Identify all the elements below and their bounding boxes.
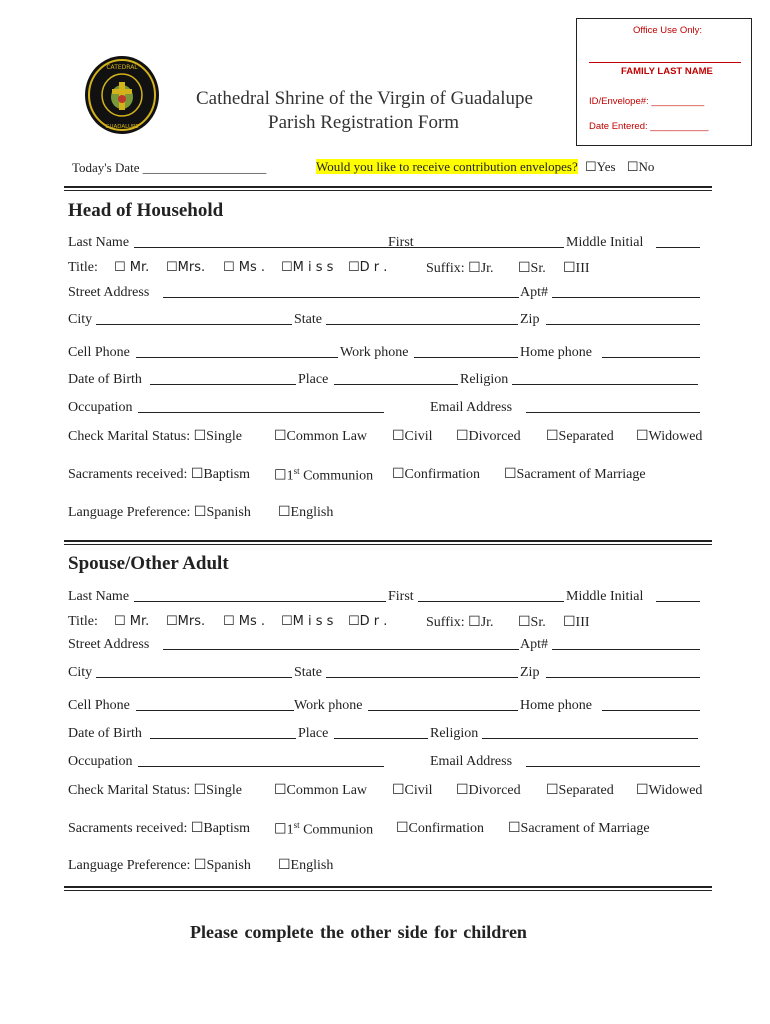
- spouse-apt-field[interactable]: [552, 637, 700, 650]
- office-use-box: [576, 18, 752, 146]
- spouse-baptism-checkbox[interactable]: Sacraments received: ☐Baptism: [68, 821, 251, 836]
- work-phone-label: Work phone: [340, 345, 409, 360]
- spouse-civil-checkbox[interactable]: ☐Civil: [392, 783, 433, 798]
- apt-label: Apt#: [520, 285, 548, 300]
- spouse-sacraments-row: [68, 820, 710, 840]
- spouse-sr-checkbox[interactable]: ☐Sr.: [518, 615, 546, 630]
- city-label: City: [68, 665, 93, 680]
- apt-label: Apt#: [520, 637, 548, 652]
- spouse-zip-field[interactable]: [546, 665, 700, 678]
- parish-logo: [84, 55, 160, 135]
- head-marriage-checkbox[interactable]: ☐Sacrament of Marriage: [504, 467, 646, 482]
- head-spanish-checkbox[interactable]: Language Preference: ☐Spanish: [68, 505, 251, 520]
- head-language-row: [68, 504, 710, 524]
- last-name-label: Last Name: [68, 235, 130, 250]
- communion-1: 1: [286, 468, 294, 484]
- head-english-checkbox[interactable]: ☐English: [278, 505, 334, 520]
- spouse-marital-row: [68, 782, 710, 802]
- spouse-title-row: [68, 614, 710, 634]
- first-label: First: [388, 235, 414, 250]
- head-title-row: [68, 260, 710, 280]
- head-first-name-field[interactable]: [418, 235, 564, 248]
- spouse-occupation-row: [68, 754, 710, 774]
- cell-phone-label: Cell Phone: [68, 698, 130, 713]
- head-ms-checkbox[interactable]: ☐ Ms .: [223, 260, 266, 275]
- state-label: State: [294, 665, 322, 680]
- email-label: Email Address: [430, 400, 513, 415]
- spouse-divorced-checkbox[interactable]: ☐Divorced: [456, 783, 521, 798]
- religion-label: Religion: [460, 372, 509, 387]
- date-entered-field[interactable]: Date Entered: ___________: [589, 121, 709, 132]
- head-state-field[interactable]: [326, 312, 518, 325]
- cell-phone-label: Cell Phone: [68, 345, 130, 360]
- communion-1: 1: [286, 822, 294, 838]
- head-miss-checkbox[interactable]: ☐M i s s: [281, 260, 334, 275]
- spouse-marital-single-checkbox[interactable]: Check Marital Status: ☐Single: [68, 783, 242, 798]
- footer-note: Please complete the other side for children: [190, 922, 527, 942]
- religion-label: Religion: [430, 726, 479, 741]
- form-title-line1: Cathedral Shrine of the Virgin of Guadalupe: [196, 88, 533, 109]
- place-label: Place: [298, 726, 329, 741]
- office-heading: Office Use Only:: [633, 25, 702, 36]
- envelopes-question: Would you like to receive contribution envelopes?: [316, 159, 578, 174]
- head-communion-checkbox[interactable]: [274, 466, 373, 485]
- spouse-phone-row: [68, 698, 710, 718]
- spouse-english-checkbox[interactable]: ☐English: [278, 858, 334, 873]
- spouse-address-row: [68, 637, 710, 657]
- head-sacraments-row: [68, 466, 710, 486]
- email-label: Email Address: [430, 754, 513, 769]
- divider-bottom: [64, 886, 712, 891]
- communion-st: st: [293, 466, 300, 476]
- head-suffix-jr-checkbox[interactable]: Suffix: ☐Jr.: [426, 261, 494, 276]
- envelopes-yes-checkbox[interactable]: ☐Yes: [585, 159, 616, 174]
- family-last-name-label: FAMILY LAST NAME: [621, 66, 713, 77]
- occupation-label: Occupation: [68, 754, 133, 769]
- head-dr-checkbox[interactable]: ☐D r .: [348, 260, 388, 275]
- dob-label: Date of Birth: [68, 372, 142, 387]
- middle-initial-label: Middle Initial: [566, 235, 644, 250]
- todays-date-field[interactable]: Today's Date ___________________: [72, 160, 267, 175]
- head-birth-row: [68, 372, 710, 392]
- spouse-suffix-jr-checkbox[interactable]: Suffix: ☐Jr.: [426, 615, 494, 630]
- last-name-label: Last Name: [68, 589, 130, 604]
- spouse-email-field[interactable]: [526, 754, 700, 767]
- head-baptism-checkbox[interactable]: Sacraments received: ☐Baptism: [68, 467, 251, 482]
- communion-label: Communion: [299, 822, 374, 838]
- head-email-field[interactable]: [526, 400, 700, 413]
- head-separated-checkbox[interactable]: ☐Separated: [546, 429, 614, 444]
- head-of-household-heading: Head of Household: [68, 200, 224, 221]
- work-phone-label: Work phone: [294, 698, 363, 713]
- divider-middle: [64, 540, 712, 545]
- head-iii-checkbox[interactable]: ☐III: [563, 261, 590, 276]
- occupation-label: Occupation: [68, 400, 133, 415]
- spouse-spanish-checkbox[interactable]: Language Preference: ☐Spanish: [68, 858, 251, 873]
- home-phone-label: Home phone: [520, 345, 592, 360]
- communion-box: ☐: [274, 822, 287, 838]
- head-occupation-field[interactable]: [138, 400, 384, 413]
- zip-label: Zip: [520, 312, 540, 327]
- svg-text:CATEDRAL: CATEDRAL: [106, 64, 138, 71]
- home-phone-label: Home phone: [520, 698, 592, 713]
- spouse-street-address-field[interactable]: [163, 637, 519, 650]
- communion-box: ☐: [274, 468, 287, 484]
- head-mrs-checkbox[interactable]: ☐Mrs.: [166, 260, 206, 275]
- head-cell-phone-field[interactable]: [136, 345, 338, 358]
- spouse-mr-checkbox[interactable]: ☐ Mr.: [114, 614, 150, 629]
- spouse-language-row: [68, 857, 710, 877]
- title-label: Title:: [68, 614, 98, 629]
- spouse-separated-checkbox[interactable]: ☐Separated: [546, 783, 614, 798]
- spouse-home-phone-field[interactable]: [602, 698, 700, 711]
- head-marital-row: [68, 428, 710, 448]
- spouse-cell-phone-field[interactable]: [136, 698, 294, 711]
- spouse-dob-field[interactable]: [150, 726, 296, 739]
- family-last-name-line[interactable]: [589, 62, 741, 63]
- communion-label: Communion: [299, 468, 374, 484]
- head-sr-checkbox[interactable]: ☐Sr.: [518, 261, 546, 276]
- street-address-label: Street Address: [68, 285, 150, 300]
- place-label: Place: [298, 372, 329, 387]
- spouse-widowed-checkbox[interactable]: ☐Widowed: [636, 783, 703, 798]
- spouse-dr-checkbox[interactable]: ☐D r .: [348, 614, 388, 629]
- head-city-field[interactable]: [96, 312, 292, 325]
- spouse-religion-field[interactable]: [482, 726, 698, 739]
- spouse-communion-checkbox[interactable]: [274, 820, 373, 839]
- spouse-confirmation-checkbox[interactable]: ☐Confirmation: [396, 821, 484, 836]
- head-home-phone-field[interactable]: [602, 345, 700, 358]
- spouse-heading: Spouse/Other Adult: [68, 553, 229, 574]
- divider-top: [64, 186, 712, 191]
- head-common-law-checkbox[interactable]: ☐Common Law: [274, 429, 368, 444]
- spouse-place-field[interactable]: [334, 726, 428, 739]
- head-widowed-checkbox[interactable]: ☐Widowed: [636, 429, 703, 444]
- spouse-birth-row: [68, 726, 710, 746]
- spouse-state-field[interactable]: [326, 665, 518, 678]
- head-city-row: [68, 312, 710, 332]
- form-title-line2: Parish Registration Form: [268, 112, 460, 133]
- dob-label: Date of Birth: [68, 726, 142, 741]
- head-dob-field[interactable]: [150, 372, 296, 385]
- spouse-name-row: [68, 589, 710, 609]
- spouse-common-law-checkbox[interactable]: ☐Common Law: [274, 783, 368, 798]
- head-mr-checkbox[interactable]: ☐ Mr.: [114, 260, 150, 275]
- head-civil-checkbox[interactable]: ☐Civil: [392, 429, 433, 444]
- spouse-miss-checkbox[interactable]: ☐M i s s: [281, 614, 334, 629]
- head-middle-initial-field[interactable]: [656, 235, 700, 248]
- head-marital-single-checkbox[interactable]: Check Marital Status: ☐Single: [68, 429, 242, 444]
- spouse-marriage-checkbox[interactable]: ☐Sacrament of Marriage: [508, 821, 650, 836]
- city-label: City: [68, 312, 93, 327]
- zip-label: Zip: [520, 665, 540, 680]
- head-address-row: [68, 285, 710, 305]
- spouse-ms-checkbox[interactable]: ☐ Ms .: [223, 614, 266, 629]
- head-place-field[interactable]: [334, 372, 458, 385]
- spouse-first-name-field[interactable]: [418, 589, 564, 602]
- head-street-address-field[interactable]: [163, 285, 519, 298]
- head-confirmation-checkbox[interactable]: ☐Confirmation: [392, 467, 480, 482]
- head-apt-field[interactable]: [552, 285, 700, 298]
- svg-text:GUADALUPE: GUADALUPE: [105, 124, 139, 130]
- head-phone-row: [68, 345, 710, 365]
- spouse-city-field[interactable]: [96, 665, 292, 678]
- spouse-work-phone-field[interactable]: [368, 698, 518, 711]
- spouse-city-row: [68, 665, 710, 685]
- street-address-label: Street Address: [68, 637, 150, 652]
- spouse-mrs-checkbox[interactable]: ☐Mrs.: [166, 614, 206, 629]
- head-divorced-checkbox[interactable]: ☐Divorced: [456, 429, 521, 444]
- state-label: State: [294, 312, 322, 327]
- id-envelope-field[interactable]: ID/Envelope#: __________: [589, 96, 705, 107]
- envelopes-no-checkbox[interactable]: ☐No: [626, 159, 655, 174]
- spouse-last-name-field[interactable]: [134, 589, 386, 602]
- head-name-row: [68, 235, 710, 255]
- envelopes-question-row: [316, 159, 654, 175]
- title-label: Title:: [68, 260, 98, 275]
- middle-initial-label: Middle Initial: [566, 589, 644, 604]
- head-occupation-row: [68, 400, 710, 420]
- communion-st: st: [293, 820, 300, 830]
- first-label: First: [388, 589, 414, 604]
- head-zip-field[interactable]: [546, 312, 700, 325]
- head-religion-field[interactable]: [512, 372, 698, 385]
- spouse-occupation-field[interactable]: [138, 754, 384, 767]
- head-work-phone-field[interactable]: [414, 345, 518, 358]
- spouse-iii-checkbox[interactable]: ☐III: [563, 615, 590, 630]
- spouse-middle-initial-field[interactable]: [656, 589, 700, 602]
